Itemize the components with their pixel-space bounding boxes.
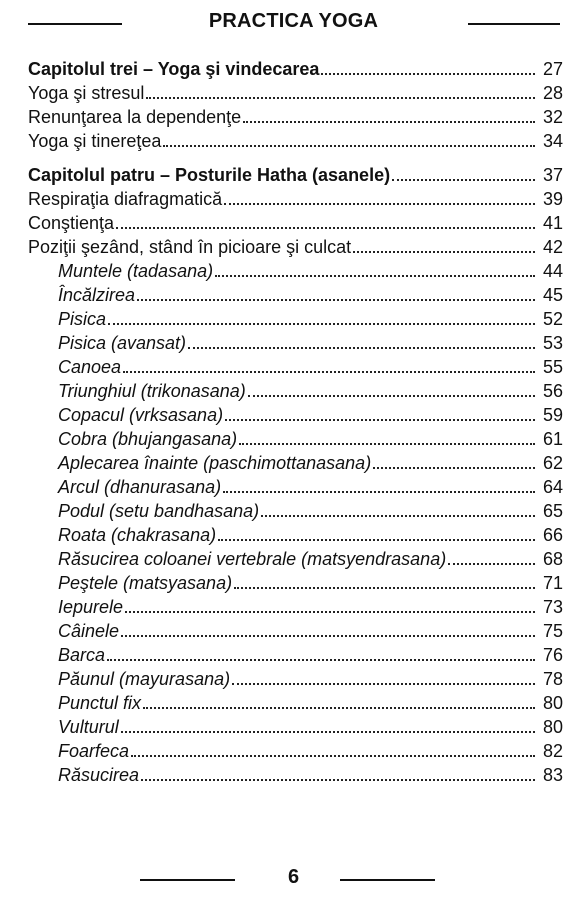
dot-leader	[107, 659, 535, 661]
toc-entry-title: Podul (setu bandhasana)	[58, 501, 260, 521]
dot-leader	[131, 755, 535, 757]
toc-entry-row	[28, 80, 563, 104]
toc-subentry-row	[28, 402, 563, 426]
toc-entry-title: Foarfeca	[58, 741, 130, 761]
toc-chapter-row	[28, 162, 563, 186]
toc-page-number: 62	[542, 453, 563, 473]
toc-entry-title: Pisica (avansat)	[58, 333, 187, 353]
toc-page-number: 78	[542, 669, 563, 689]
toc-page-number: 41	[542, 213, 563, 233]
toc-subentry-row	[28, 642, 563, 666]
dot-leader	[321, 73, 535, 75]
toc-page-number: 71	[542, 573, 563, 593]
toc-page-number: 76	[542, 645, 563, 665]
dot-leader	[243, 121, 535, 123]
toc-entry-title: Muntele (tadasana)	[58, 261, 214, 281]
toc-page-number: 42	[542, 237, 563, 257]
toc-entry-title: Respiraţia diafragmatică	[28, 189, 223, 209]
toc-page-number: 66	[542, 525, 563, 545]
toc-page-number: 73	[542, 597, 563, 617]
toc-entry-row	[28, 104, 563, 128]
toc-page-number: 61	[542, 429, 563, 449]
toc-page-number: 27	[542, 59, 563, 79]
dot-leader	[373, 467, 535, 469]
toc-subentry-row	[28, 258, 563, 282]
header-rule-right	[468, 23, 560, 25]
dot-leader	[163, 145, 535, 147]
toc-entry-row	[28, 186, 563, 210]
dot-leader	[239, 443, 535, 445]
toc-subentry-row	[28, 474, 563, 498]
dot-leader	[232, 683, 535, 685]
toc-entry-title: Barca	[58, 645, 106, 665]
toc-subentry-row	[28, 306, 563, 330]
running-title: PRACTICA YOGA	[208, 10, 379, 32]
toc-entry-title: Peştele (matsyasana)	[58, 573, 233, 593]
toc-page-number: 37	[542, 165, 563, 185]
toc-subentry-row	[28, 450, 563, 474]
toc-entry-title: Roata (chakrasana)	[58, 525, 217, 545]
toc-page-number: 34	[542, 131, 563, 151]
dot-leader	[353, 251, 535, 253]
toc-entry-row	[28, 210, 563, 234]
dot-leader	[116, 227, 535, 229]
toc-subentry-row	[28, 618, 563, 642]
toc-subentry-row	[28, 546, 563, 570]
dot-leader	[123, 371, 535, 373]
toc-subentry-row	[28, 666, 563, 690]
toc-page-number: 52	[542, 309, 563, 329]
toc-page-number: 56	[542, 381, 563, 401]
dot-leader	[261, 515, 535, 517]
dot-leader	[224, 203, 535, 205]
toc-subentry-row	[28, 714, 563, 738]
toc-page-number: 39	[542, 189, 563, 209]
toc-entry-title: Triunghiul (trikonasana)	[58, 381, 246, 401]
toc-entry-title: Câinele	[58, 621, 120, 641]
footer-rule-right	[340, 879, 435, 881]
table-of-contents	[28, 56, 563, 786]
dot-leader	[225, 419, 535, 421]
toc-entry-title: Încălzirea	[58, 285, 136, 305]
toc-entry-title: Yoga şi tinereţea	[28, 131, 162, 151]
toc-subentry-row	[28, 690, 563, 714]
toc-entry-title: Cobra (bhujangasana)	[58, 429, 238, 449]
toc-entry-title: Punctul fix	[58, 693, 142, 713]
toc-entry-title: Păunul (mayurasana)	[58, 669, 231, 689]
toc-entry-title: Copacul (vrksasana)	[58, 405, 224, 425]
toc-entry-title: Capitolul patru – Posturile Hatha (asanele)	[28, 165, 391, 185]
page-number: 6	[287, 866, 300, 888]
toc-entry-title: Iepurele	[58, 597, 124, 617]
dot-leader	[215, 275, 535, 277]
dot-leader	[223, 491, 535, 493]
toc-page-number: 59	[542, 405, 563, 425]
toc-page-number: 45	[542, 285, 563, 305]
toc-page-number: 65	[542, 501, 563, 521]
dot-leader	[392, 179, 535, 181]
toc-page-number: 80	[542, 717, 563, 737]
toc-page-number: 55	[542, 357, 563, 377]
toc-entry-title: Vulturul	[58, 717, 119, 737]
toc-page-number: 82	[542, 741, 563, 761]
toc-entry-title: Renunţarea la dependenţe	[28, 107, 242, 127]
toc-entry-row	[28, 234, 563, 258]
toc-page-number: 80	[542, 693, 563, 713]
toc-entry-title: Aplecarea înainte (paschimottanasana)	[58, 453, 372, 473]
toc-subentry-row	[28, 330, 563, 354]
toc-entry-title: Răsucirea coloanei vertebrale (matsyendrasana)	[58, 549, 447, 569]
dot-leader	[125, 611, 535, 613]
toc-entry-title: Arcul (dhanurasana)	[58, 477, 222, 497]
toc-page-number: 28	[542, 83, 563, 103]
toc-subentry-row	[28, 594, 563, 618]
page-header	[0, 10, 587, 40]
toc-page-number: 68	[542, 549, 563, 569]
page-footer	[0, 866, 587, 892]
toc-entry-title: Canoea	[58, 357, 122, 377]
dot-leader	[146, 97, 535, 99]
dot-leader	[108, 323, 535, 325]
dot-leader	[141, 779, 535, 781]
toc-page-number: 64	[542, 477, 563, 497]
toc-subentry-row	[28, 738, 563, 762]
toc-entry-title: Yoga şi stresul	[28, 83, 145, 103]
dot-leader	[448, 563, 535, 565]
toc-entry-title: Poziţii şezând, stând în picioare şi culcat	[28, 237, 352, 257]
toc-page-number: 44	[542, 261, 563, 281]
toc-subentry-row	[28, 354, 563, 378]
dot-leader	[121, 731, 535, 733]
toc-entry-title: Pisica	[58, 309, 107, 329]
toc-subentry-row	[28, 282, 563, 306]
dot-leader	[248, 395, 535, 397]
dot-leader	[143, 707, 535, 709]
toc-entry-title: Capitolul trei – Yoga şi vindecarea	[28, 59, 320, 79]
toc-entry-title: Conştienţa	[28, 213, 115, 233]
toc-entry-title: Răsucirea	[58, 765, 140, 785]
dot-leader	[121, 635, 535, 637]
toc-subentry-row	[28, 498, 563, 522]
dot-leader	[137, 299, 535, 301]
toc-subentry-row	[28, 570, 563, 594]
dot-leader	[188, 347, 535, 349]
toc-entry-row	[28, 128, 563, 152]
toc-subentry-row	[28, 522, 563, 546]
toc-subentry-row	[28, 378, 563, 402]
toc-chapter-row	[28, 56, 563, 80]
toc-page-number: 32	[542, 107, 563, 127]
toc-page-number: 75	[542, 621, 563, 641]
dot-leader	[234, 587, 535, 589]
dot-leader	[218, 539, 535, 541]
toc-subentry-row	[28, 762, 563, 786]
toc-page-number: 83	[542, 765, 563, 785]
toc-subentry-row	[28, 426, 563, 450]
toc-page-number: 53	[542, 333, 563, 353]
